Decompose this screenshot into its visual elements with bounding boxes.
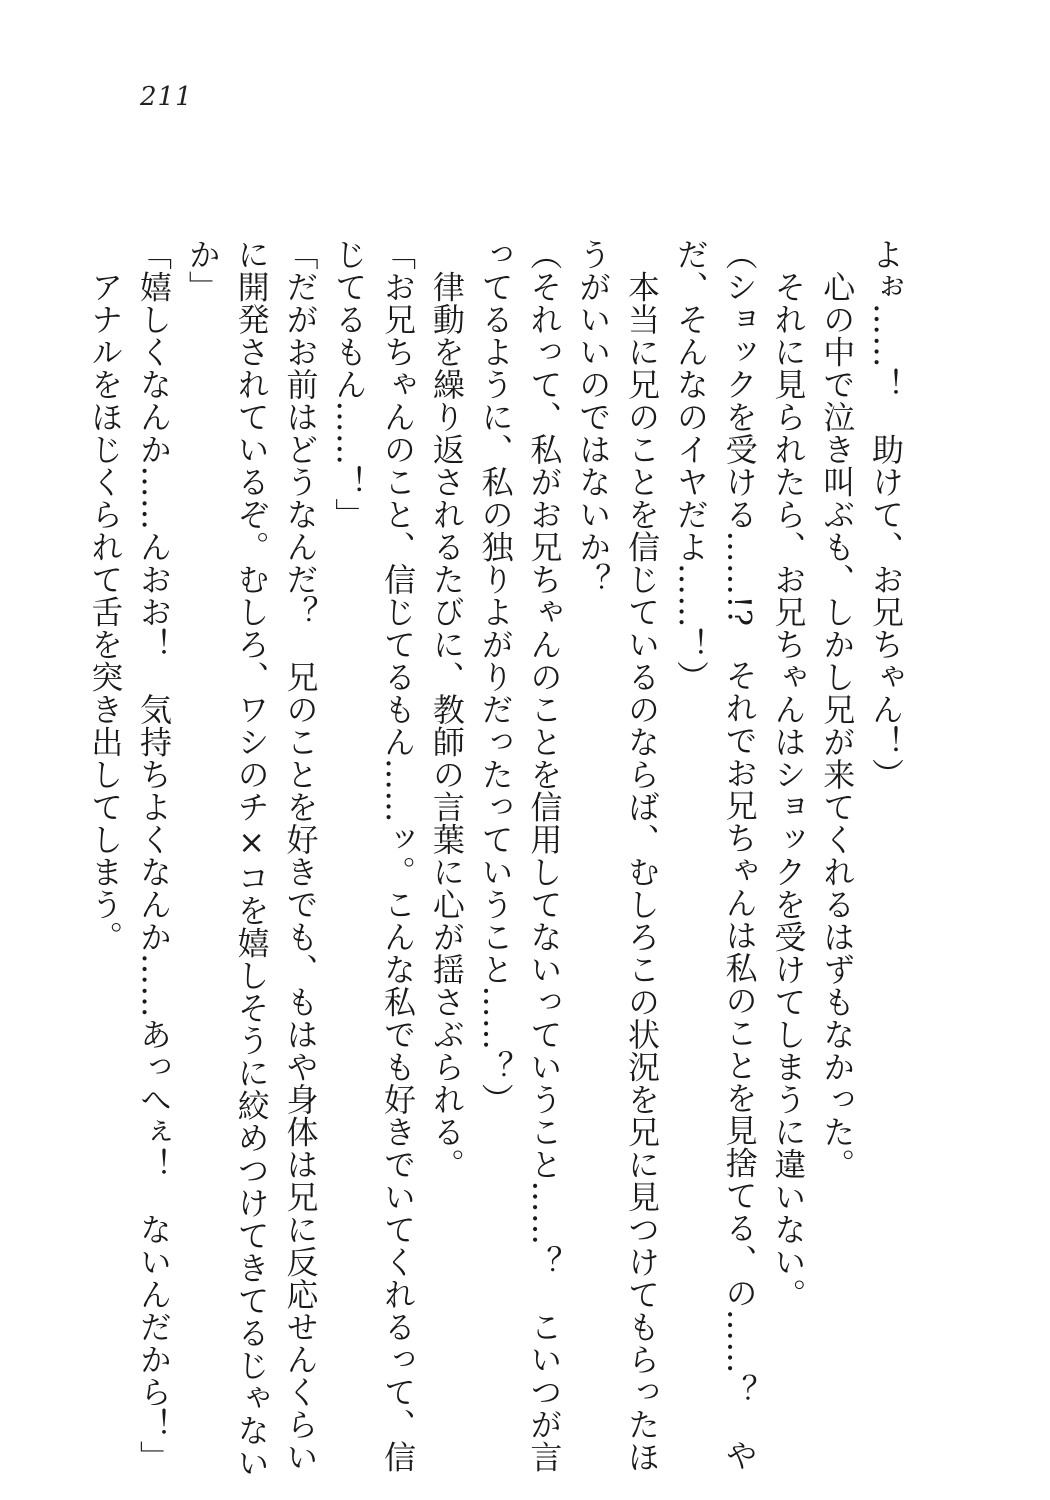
text-line: じてるもん……！」 <box>330 238 369 531</box>
text-line: 律動を繰り返されるたびに、教師の言葉に心が揺さぶられる。 <box>427 238 466 1181</box>
text-line: （それって、私がお兄ちゃんのことを信用してないっていうこと……？ こいつが言 <box>525 238 564 1473</box>
text-line: うがいいのではないか？ <box>574 238 613 596</box>
text-line: 「嬉しくなんか……んおお！ 気持ちよくなんか……あっへぇ！ ないんだから！」 <box>135 238 174 1473</box>
text-line: ってるように、私の独りよがりだったっていうこと……？） <box>476 238 515 1116</box>
text-line: それに見られたら、お兄ちゃんはショックを受けてしまうに違いない。 <box>769 238 808 1311</box>
text-line: 心の中で泣き叫ぶも、しかし兄が来てくれるはずもなかった。 <box>818 238 857 1181</box>
body-text <box>80 238 910 1479</box>
text-line: 本当に兄のことを信じているのならば、むしろこの状況を兄に見つけてもらったほ <box>623 238 662 1473</box>
text-line: アナルをほじくられて舌を突き出してしまう。 <box>86 238 125 953</box>
text-line: 「お兄ちゃんのこと、信じてるもん……ッ。こんな私でも好きでいてくれるって、信 <box>379 238 418 1473</box>
text-line: だ、そんなのイヤだよ……！） <box>671 238 710 693</box>
page-number: 211 <box>140 82 193 112</box>
text-line: 「だがお前はどうなんだ？ 兄のことを好きでも、もはや身体は兄に反応せんくらい <box>281 238 320 1473</box>
text-line: に開発されているぞ。むしろ、ワシのチ×コを嬉しそうに絞めつけてきてるじゃない <box>232 238 271 1479</box>
text-line: よぉ……！ 助けて、お兄ちゃん！） <box>867 238 905 791</box>
text-line: （ショックを受ける……!? それでお兄ちゃんは私のことを見捨てる、の……？ や <box>720 238 759 1472</box>
text-line: か」 <box>183 238 222 303</box>
